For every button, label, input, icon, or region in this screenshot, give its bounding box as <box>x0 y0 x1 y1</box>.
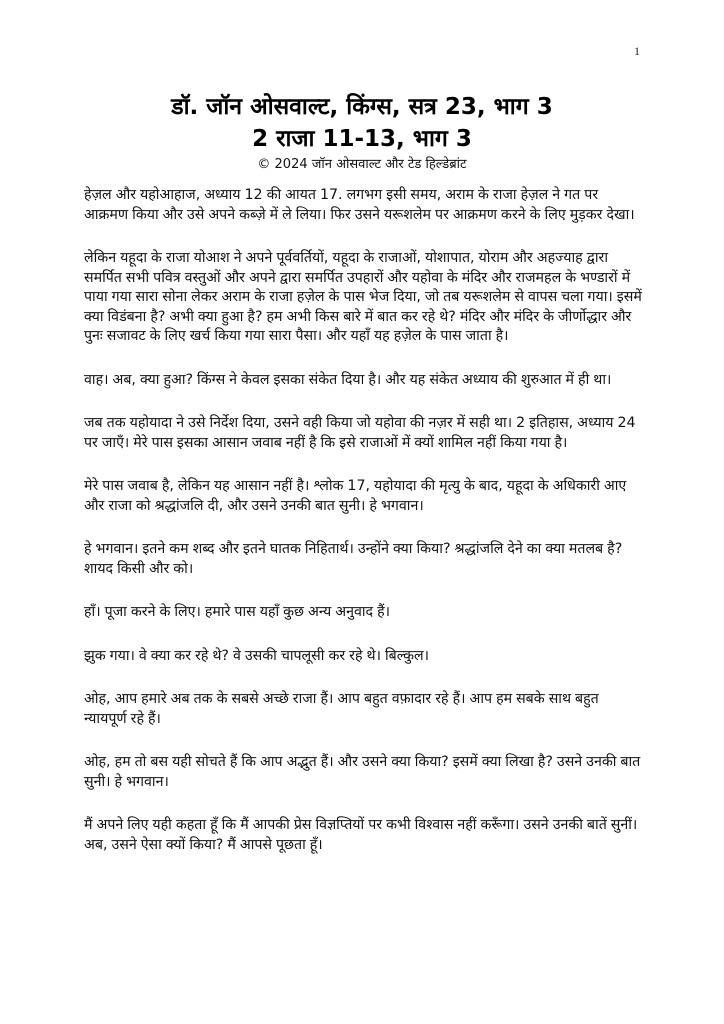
paragraph: ओह, आप हमारे अब तक के सबसे अच्छे राजा हैं। आप बहुत वफ़ादार रहे हैं। आप हम सबके साथ बहुत न्यायपूर्ण रहे हैं। <box>84 691 599 727</box>
document-title: डॉ. जॉन ओसवाल्ट, किंग्स, सत्र 23, भाग 3 <box>171 94 553 120</box>
paragraph: हे भगवान। इतने कम शब्द और इतने घातक निहितार्थ। उन्होंने क्या किया? श्रद्धांजलि देने का क्या मतलब है? शायद किसी और को। <box>84 541 623 577</box>
paragraph: मैं अपने लिए यही कहता हूँ कि मैं आपकी प्रेस विज्ञप्तियों पर कभी विश्वास नहीं करूँगा। उसने उनकी बातें सुनीं। अब, उसने ऐसा क्यों किया? मैं आपसे पूछता हूँ। <box>84 817 638 853</box>
document-subtitle: 2 राजा 11-13, भाग 3 <box>252 126 472 152</box>
paragraph: लेकिन यहूदा के राजा योआश ने अपने पूर्ववर्तियों, यहूदा के राजाओं, योशापात, योराम और अहज्याह द्वारा समर्पित सभी पवित्र वस्तुओं और अपने द्वारा समर्पित उपहारों और यहोवा के मंदिर और राजमहल के भण्डारों में पाया गया सारा सोना लेकर अराम के राजा हज़ेल के पास भेज दिया, जो तब यरूशलेम से वापस चला गया। इसमें क्या विडंबना है? अभी क्या हुआ है? हम अभी किस बारे में बात कर रहे थे? मंदिर और मंदिर के जीर्णोद्धार और पुनः सजावट के लिए खर्च किया गया सारा पैसा। और यहाँ यह हज़ेल के पास जाता है। <box>84 250 642 344</box>
paragraph: मेरे पास जवाब है, लेकिन यह आसान नहीं है। श्लोक 17, यहोयादा की मृत्यु के बाद, यहूदा के अधिकारी आए और राजा को श्रद्धांजलि दी, और उसने उनकी बात सुनी। हे भगवान। <box>84 478 627 514</box>
paragraph: हेज़ल और यहोआहाज, अध्याय 12 की आयत 17. लगभग इसी समय, अराम के राजा हेज़ल ने गत पर आक्रमण किया और उसे अपने कब्ज़े में ले लिया। फिर उसने यरूशलेम पर आक्रमण करने के लिए मुड़कर देखा। <box>84 187 635 223</box>
paragraph: जब तक यहोयादा ने उसे निर्देश दिया, उसने वही किया जो यहोवा की नज़र में सही था। 2 इतिहास, अध्याय 24 पर जाएँ। मेरे पास इसका आसान जवाब नहीं है कि इसे राजाओं में क्यों शामिल नहीं किया गया है। <box>84 415 636 451</box>
document-body <box>84 186 644 879</box>
copyright-line: © 2024 जॉन ओसवाल्ट और टेड हिल्डेब्रांट <box>257 157 467 172</box>
paragraph: वाह। अब, क्या हुआ? किंग्स ने केवल इसका संकेत दिया है। और यह संकेत अध्याय की शुरुआत में ही था। <box>84 371 612 388</box>
paragraph: ओह, हम तो बस यही सोचते हैं कि आप अद्भुत हैं। और उसने क्या किया? इसमें क्या लिखा है? उसने उनकी बात सुनी। हे भगवान। <box>84 754 641 790</box>
page-number: 1 <box>634 44 640 58</box>
paragraph: झुक गया। वे क्या कर रहे थे? वे उसकी चापलूसी कर रहे थे। बिल्कुल। <box>84 647 430 664</box>
paragraph: हाँ। पूजा करने के लिए। हमारे पास यहाँ कुछ अन्य अनुवाद हैं। <box>84 604 391 620</box>
